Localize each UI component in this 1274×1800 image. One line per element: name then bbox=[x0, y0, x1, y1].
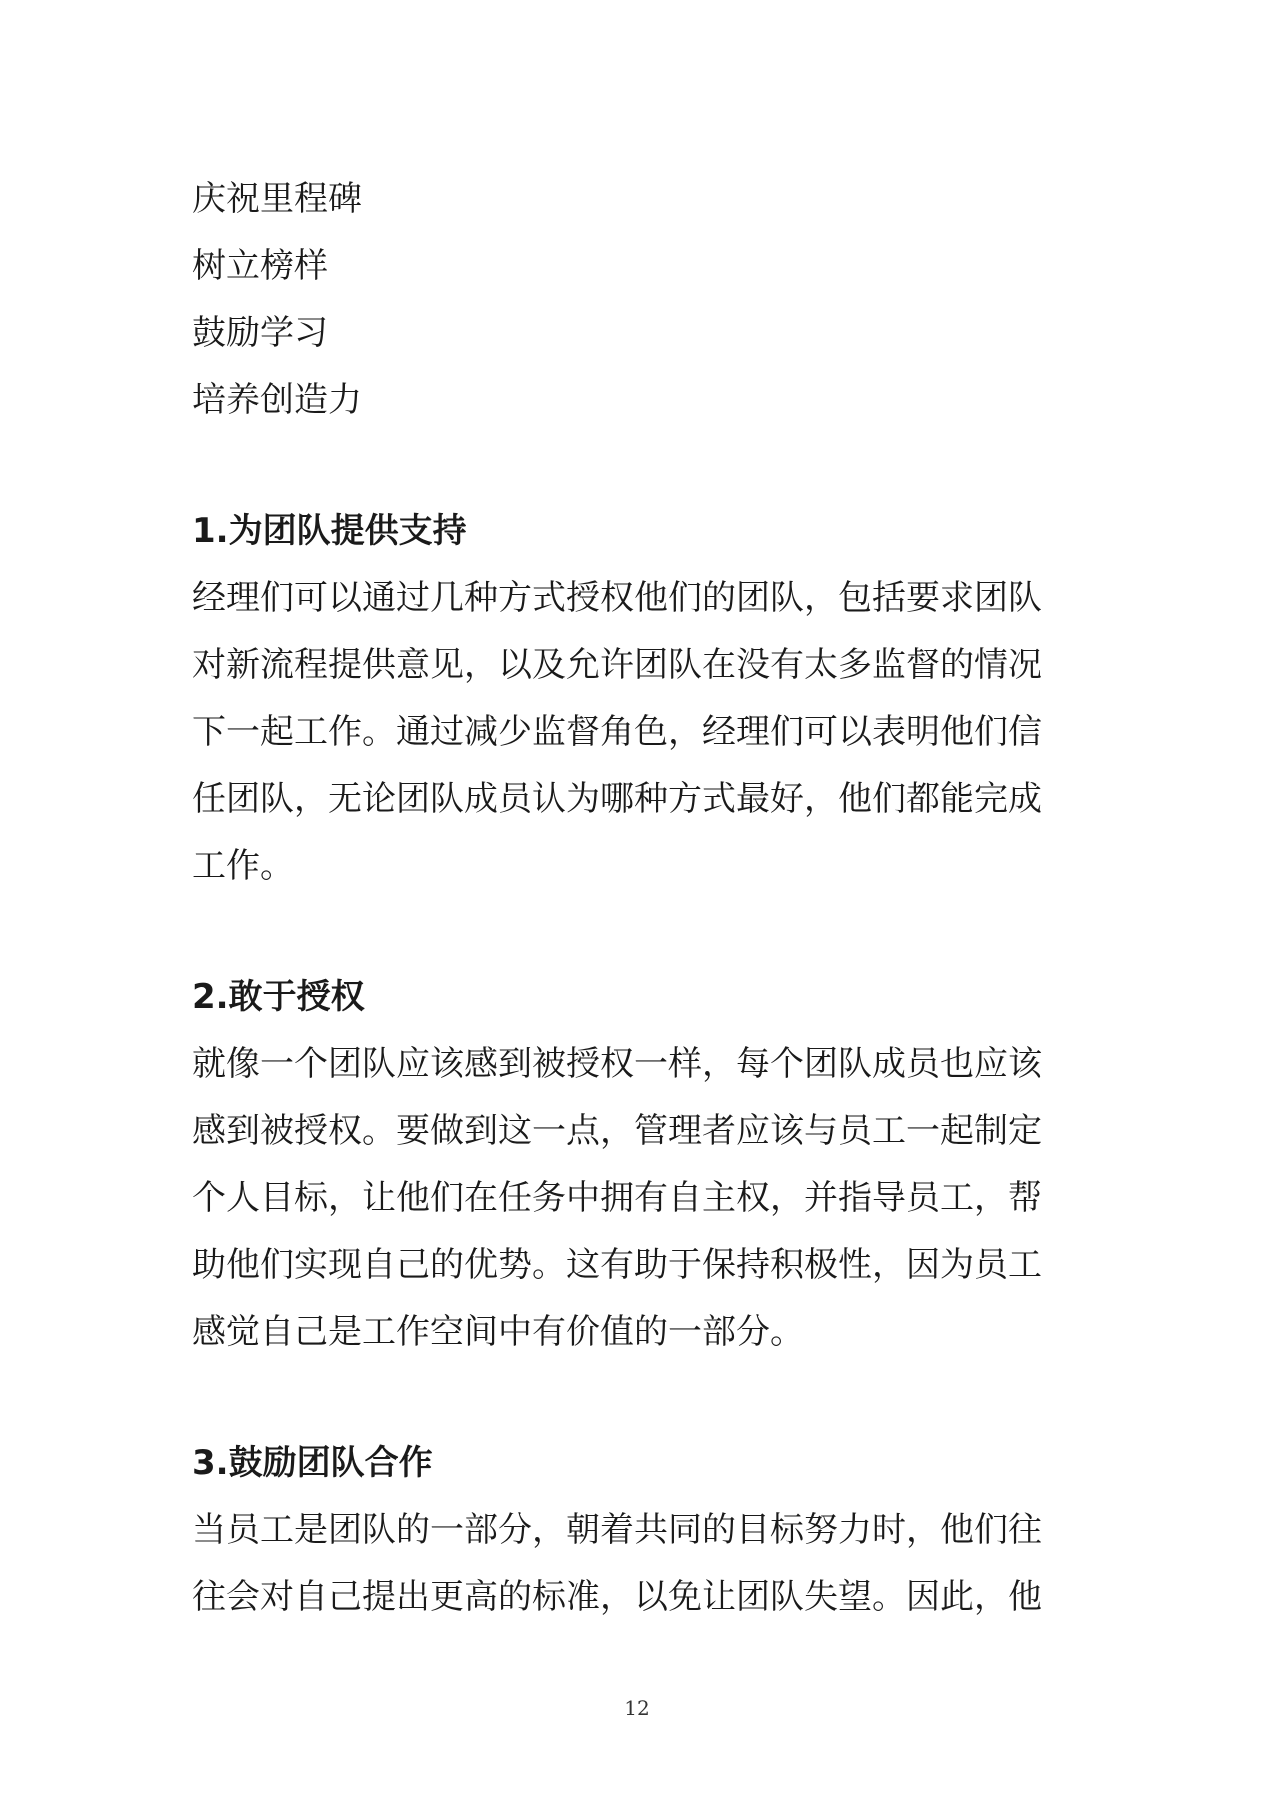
paragraph-line: 感觉自己是工作空间中有价值的一部分。 bbox=[192, 1312, 804, 1352]
paragraph-line: 工作。 bbox=[192, 846, 294, 886]
paragraph-line: 个人目标，让他们在任务中拥有自主权，并指导员工，帮 bbox=[192, 1178, 1042, 1218]
paragraph-line: 感到被授权。要做到这一点，管理者应该与员工一起制定 bbox=[192, 1111, 1042, 1151]
section-2 bbox=[192, 964, 1092, 1366]
paragraph-line: 下一起工作。通过减少监督角色，经理们可以表明他们信 bbox=[192, 712, 1042, 752]
section-1 bbox=[192, 498, 1092, 900]
paragraph-line: 当员工是团队的一部分，朝着共同的目标努力时，他们往 bbox=[192, 1510, 1042, 1550]
page-number: 12 bbox=[624, 1696, 650, 1720]
section-heading: 3.鼓励团队合作 bbox=[192, 1443, 433, 1483]
section-3 bbox=[192, 1430, 1092, 1631]
list-item: 培养创造力 bbox=[192, 380, 362, 420]
paragraph-line: 就像一个团队应该感到被授权一样，每个团队成员也应该 bbox=[192, 1044, 1042, 1084]
paragraph-line: 助他们实现自己的优势。这有助于保持积极性，因为员工 bbox=[192, 1245, 1042, 1285]
paragraph-line: 往会对自己提出更高的标准，以免让团队失望。因此，他 bbox=[192, 1577, 1042, 1617]
bullet-list bbox=[192, 166, 1092, 434]
page-content bbox=[192, 166, 1092, 1631]
paragraph-line: 任团队，无论团队成员认为哪种方式最好，他们都能完成 bbox=[192, 779, 1042, 819]
section-heading: 2.敢于授权 bbox=[192, 977, 365, 1017]
list-item: 树立榜样 bbox=[192, 246, 328, 286]
list-item: 鼓励学习 bbox=[192, 313, 328, 353]
list-item: 庆祝里程碑 bbox=[192, 179, 362, 219]
section-heading: 1.为团队提供支持 bbox=[192, 511, 467, 551]
paragraph-line: 经理们可以通过几种方式授权他们的团队，包括要求团队 bbox=[192, 578, 1042, 618]
paragraph-line: 对新流程提供意见，以及允许团队在没有太多监督的情况 bbox=[192, 645, 1042, 685]
